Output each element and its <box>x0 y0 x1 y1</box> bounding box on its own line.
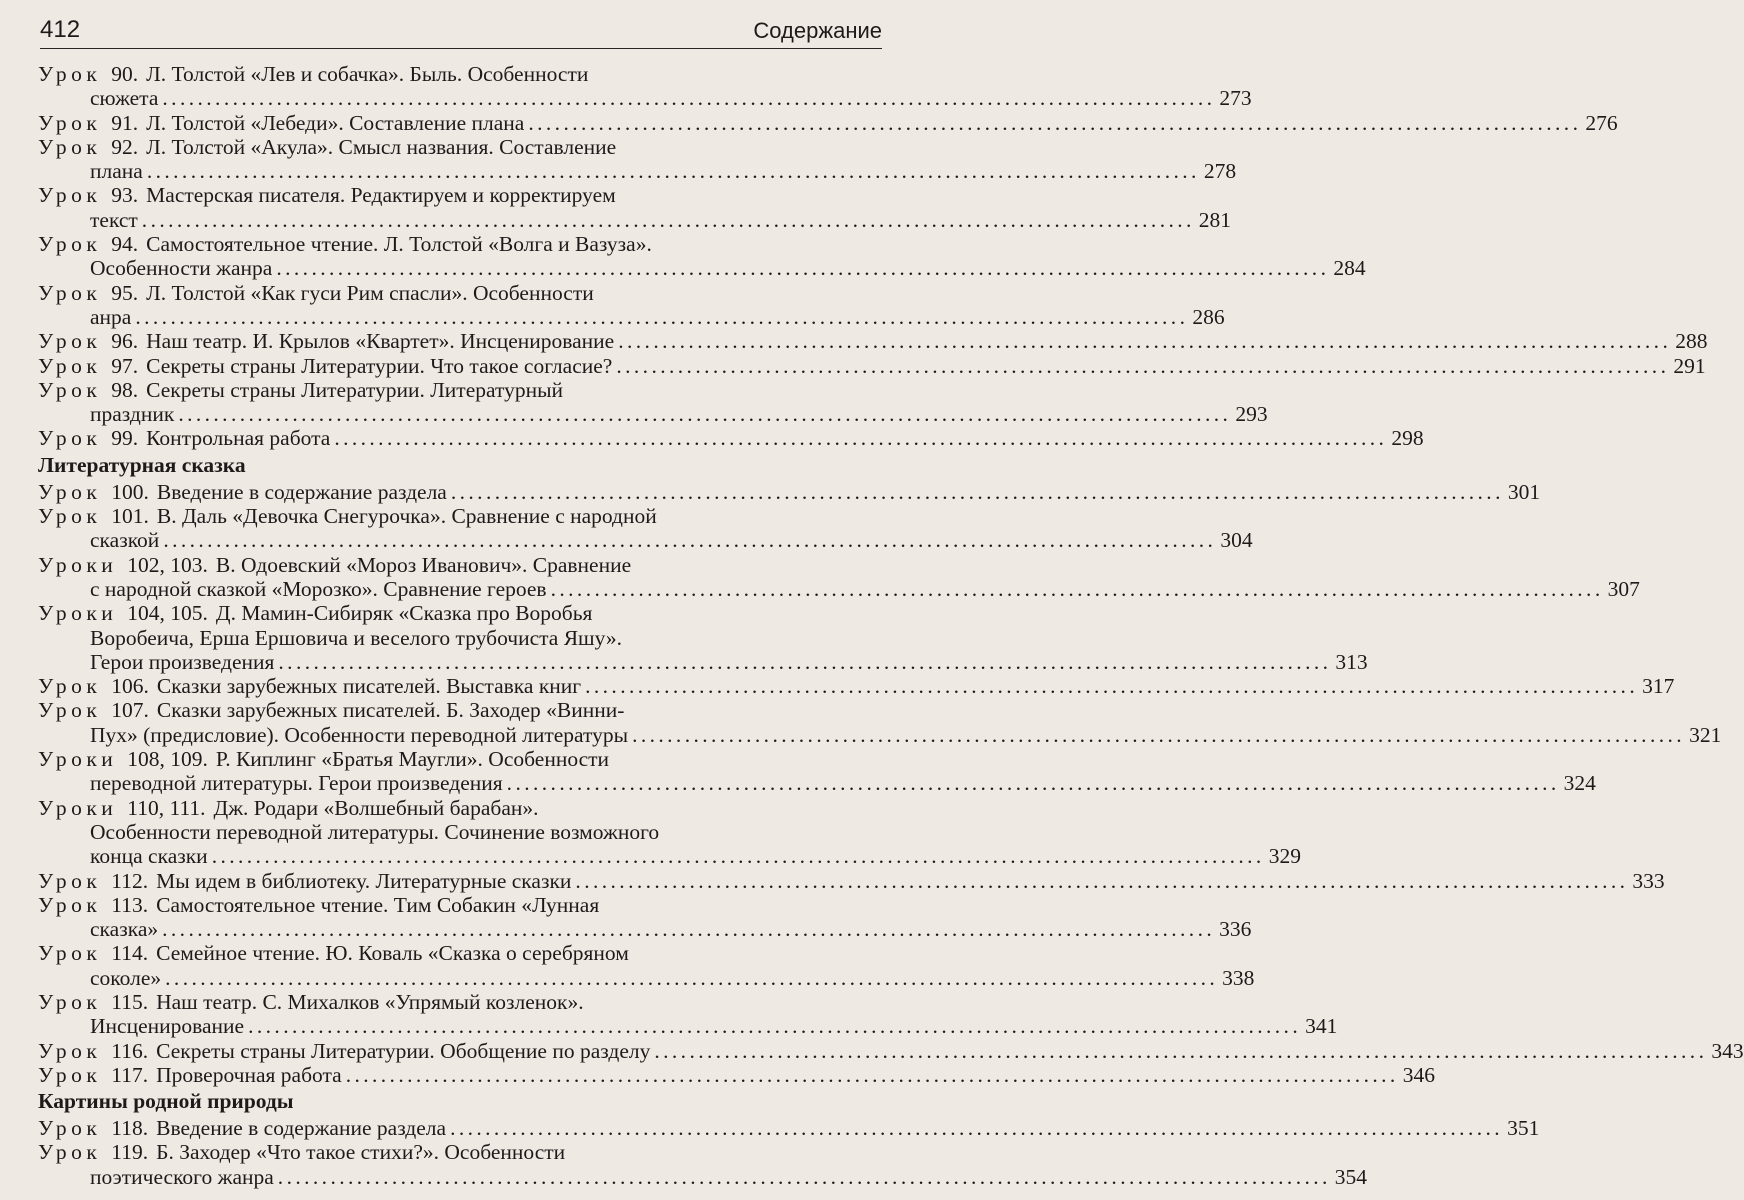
lesson-title-text: Л. Толстой «Как гуси Рим спасли». Особенности <box>146 280 594 305</box>
lesson-title-text: В. Даль «Девочка Снегурочка». Сравнение с народной <box>156 504 657 529</box>
toc-entry-line <box>38 159 1237 184</box>
page-reference: 336 <box>1219 917 1252 942</box>
toc-entry-line <box>38 965 1255 990</box>
toc-entry-line <box>38 722 1722 747</box>
lesson-number: 112. <box>111 868 149 893</box>
lesson-title-text: Л. Толстой «Акула». Смысл названия. Составление <box>146 134 617 159</box>
toc-entry-line-content <box>38 426 330 450</box>
toc-entry-line-content <box>90 650 274 674</box>
lesson-title-text: Семейное чтение. Ю. Коваль «Сказка о серебряном <box>156 941 629 966</box>
toc-entry-line <box>38 426 1424 451</box>
lesson-title-text: анра <box>90 304 132 329</box>
toc-entry <box>38 1038 1744 1063</box>
dot-leader: ........................................................................................................................ <box>141 207 1195 232</box>
toc-entry-line-content <box>38 1063 342 1087</box>
toc-entry-line-content <box>90 402 174 426</box>
lesson-keyword: Урок <box>38 674 102 699</box>
toc-entry-line-content <box>38 990 584 1014</box>
toc-entry-line-content <box>90 1165 274 1189</box>
toc-entry-line <box>38 110 1618 135</box>
toc-entry-line-content <box>90 844 208 868</box>
lesson-keyword: Урок <box>38 280 102 305</box>
lesson-keyword: Урок <box>38 892 102 917</box>
toc-entry-line-content <box>38 232 652 256</box>
toc-entry-line <box>38 281 890 305</box>
page-reference: 291 <box>1673 353 1706 378</box>
lesson-title-text: Инсценирование <box>90 1014 245 1039</box>
toc-entry-line-content <box>38 329 614 353</box>
toc-entry-line-content <box>90 917 158 941</box>
toc-entry-line <box>38 868 1665 893</box>
toc-entry-line-content <box>38 62 588 86</box>
toc-entry <box>38 552 1640 602</box>
page-reference: 284 <box>1333 256 1366 281</box>
lesson-keyword: Урок <box>38 110 102 135</box>
lesson-number: 98. <box>111 377 139 402</box>
page-reference: 304 <box>1220 528 1253 553</box>
lesson-keyword: Уроки <box>38 795 118 820</box>
lesson-number: 96. <box>111 329 139 354</box>
lesson-keyword: Урок <box>38 1116 102 1141</box>
page-reference: 273 <box>1219 86 1252 111</box>
toc-entry-line-content <box>38 601 592 625</box>
toc-entry-line <box>38 576 1640 601</box>
lesson-number: 106. <box>111 674 149 699</box>
toc-entry-line <box>38 626 890 650</box>
lesson-number: 117. <box>111 1062 149 1087</box>
page-reference: 307 <box>1607 576 1640 601</box>
lesson-keyword: Урок <box>38 698 102 723</box>
lesson-title-text: поэтического жанра <box>90 1164 274 1189</box>
toc-entry-line-content <box>38 1140 565 1164</box>
toc-entry-line <box>38 62 890 86</box>
lesson-keyword: Урок <box>38 941 102 966</box>
lesson-number: 114. <box>111 941 149 966</box>
toc-entry-line-content <box>38 941 629 965</box>
page-reference: 276 <box>1585 110 1618 135</box>
toc-entry <box>38 353 1706 378</box>
lesson-title-text: текст <box>90 207 138 232</box>
lesson-title-text: Мы идем в библиотеку. Литературные сказки <box>156 868 572 893</box>
dot-leader: ........................................................................................................................ <box>528 110 1582 135</box>
dot-leader: ........................................................................................................................ <box>135 304 1189 329</box>
toc-entry <box>38 62 1252 111</box>
toc-entry-line <box>38 304 1225 329</box>
toc-entry-line-content <box>90 528 159 552</box>
toc-entry-line <box>38 1140 890 1164</box>
page-reference: 313 <box>1335 649 1368 674</box>
lesson-number: 115. <box>111 989 149 1014</box>
toc-entry-line <box>38 86 1252 111</box>
toc-entry-line <box>38 353 1706 378</box>
lesson-title-text: Б. Заходер «Что такое стихи?». Особенности <box>156 1140 566 1165</box>
lesson-title-text: Л. Толстой «Лебеди». Составление плана <box>146 110 525 135</box>
lesson-title-text: В. Одоевский «Мороз Иванович». Сравнение <box>215 552 632 577</box>
lesson-keyword: Урок <box>38 989 102 1014</box>
toc-entry <box>38 941 1255 990</box>
toc-entry-line-content <box>90 208 138 232</box>
dot-leader: ........................................................................................................................ <box>162 917 1216 942</box>
lesson-number: 95. <box>111 280 139 305</box>
page-reference: 324 <box>1563 771 1596 796</box>
toc-group-b <box>38 479 1744 1087</box>
toc-entry <box>38 747 1596 796</box>
lesson-keyword: Урок <box>38 426 102 451</box>
toc-entry-line-content <box>90 305 131 329</box>
page-reference: 317 <box>1642 674 1675 699</box>
lesson-number: 94. <box>111 232 139 257</box>
lesson-number: 91. <box>111 110 139 135</box>
toc-entry-line <box>38 796 890 820</box>
toc-entry-line <box>38 747 890 771</box>
page-reference: 321 <box>1689 722 1722 747</box>
lesson-keyword: Урок <box>38 353 102 378</box>
lesson-title-text: Проверочная работа <box>156 1062 342 1087</box>
lesson-number: 108, 109. <box>127 747 208 772</box>
lesson-title-text: Герои произведения <box>90 649 275 674</box>
toc-entry-line-content <box>90 159 143 183</box>
toc-group-a <box>38 62 1708 451</box>
toc-entry-line <box>38 674 1675 699</box>
lesson-number: 110, 111. <box>127 795 206 820</box>
dot-leader: ........................................................................................................................ <box>211 844 1265 869</box>
page-reference: 281 <box>1198 207 1232 232</box>
toc-entry-line <box>38 601 890 625</box>
lesson-number: 118. <box>111 1116 149 1141</box>
lesson-keyword: Урок <box>38 504 102 529</box>
lesson-keyword: Урок <box>38 479 102 504</box>
dot-leader: ........................................................................................................................ <box>248 1014 1302 1039</box>
dot-leader: ........................................................................................................................ <box>618 329 1672 354</box>
toc-entry-line <box>38 649 1368 674</box>
lesson-number: 113. <box>111 892 149 917</box>
lesson-keyword: Уроки <box>38 601 118 626</box>
table-of-contents <box>38 62 1744 1189</box>
dot-leader: ........................................................................................................................ <box>334 426 1388 451</box>
dot-leader: ........................................................................................................................ <box>345 1062 1399 1087</box>
toc-entry <box>38 183 1232 232</box>
toc-entry-line <box>38 402 1268 427</box>
toc-entry-line <box>38 232 890 256</box>
toc-entry-line <box>38 135 890 159</box>
lesson-number: 97. <box>111 353 139 378</box>
toc-entry-line-content <box>38 504 657 528</box>
toc-entry-line <box>38 844 1301 869</box>
toc-entry-line-content <box>90 1014 244 1038</box>
toc-entry-line <box>38 698 890 722</box>
toc-entry-line <box>38 504 890 528</box>
lesson-keyword: Уроки <box>38 552 118 577</box>
toc-entry <box>38 1140 1368 1189</box>
dot-leader: ........................................................................................................................ <box>278 649 1332 674</box>
dot-leader: ........................................................................................................................ <box>506 771 1560 796</box>
dot-leader: ........................................................................................................................ <box>162 86 1216 111</box>
lesson-number: 99. <box>111 426 139 451</box>
lesson-title-text: сказка» <box>90 917 159 942</box>
lesson-title-text: Секреты страны Литературии. Что такое согласие? <box>146 353 613 378</box>
toc-entry-line-content <box>38 747 609 771</box>
toc-entry-line-content <box>90 966 161 990</box>
toc-entry-line <box>38 917 1252 942</box>
lesson-title-text: Пух» (предисловие). Особенности переводной литературы <box>90 722 629 747</box>
dot-leader: ........................................................................................................................ <box>163 528 1217 553</box>
lesson-number: 100. <box>111 479 149 504</box>
toc-entry <box>38 232 1366 281</box>
page-number: 412 <box>40 16 81 43</box>
toc-entry-line-content <box>38 183 616 207</box>
toc-entry-line <box>38 183 890 207</box>
section-heading-literary-tale: Литературная сказка <box>38 452 246 477</box>
toc-entry-line <box>38 990 890 1014</box>
toc-entry-line <box>38 820 890 844</box>
dot-leader: ........................................................................................................................ <box>632 722 1686 747</box>
lesson-title-text: конца сказки <box>90 844 208 869</box>
lesson-title-text: Секреты страны Литературии. Обобщение по разделу <box>156 1038 651 1063</box>
toc-entry-line <box>38 893 890 917</box>
toc-entry-line-content <box>38 796 539 820</box>
lesson-title-text: плана <box>90 159 143 184</box>
lesson-keyword: Урок <box>38 1140 102 1165</box>
toc-entry <box>38 892 1252 942</box>
toc-entry-line <box>38 1062 1435 1087</box>
lesson-title-text: Введение в содержание раздела <box>156 1116 447 1141</box>
toc-entry-line <box>38 1038 1744 1063</box>
lesson-title-text: соколе» <box>90 965 162 990</box>
lesson-keyword: Урок <box>38 183 102 208</box>
toc-entry-line-content <box>90 86 158 110</box>
toc-entry-line-content <box>38 869 571 893</box>
page-reference: 298 <box>1391 426 1424 451</box>
dot-leader: ........................................................................................................................ <box>165 965 1219 990</box>
lesson-number: 101. <box>111 504 149 529</box>
toc-group-c <box>38 1116 1540 1189</box>
lesson-title-text: Сказки зарубежных писателей. Выставка книг <box>156 674 582 699</box>
dot-leader: ........................................................................................................................ <box>550 576 1604 601</box>
dot-leader: ........................................................................................................................ <box>277 1164 1331 1189</box>
running-head <box>40 16 882 49</box>
lesson-number: 119. <box>111 1140 149 1165</box>
toc-entry-line <box>38 479 1541 504</box>
page-reference: 351 <box>1507 1116 1540 1141</box>
lesson-title-text: Особенности переводной литературы. Сочинение возможного <box>90 819 660 844</box>
lesson-keyword: Урок <box>38 232 102 257</box>
toc-entry-line-content <box>38 1039 650 1063</box>
toc-entry-line-content <box>38 281 594 305</box>
lesson-number: 107. <box>111 698 149 723</box>
toc-entry <box>38 479 1541 504</box>
toc-entry-line <box>38 528 1253 553</box>
lesson-title-text: с народной сказкой «Морозко». Сравнение героев <box>90 576 547 601</box>
toc-entry-line <box>38 378 890 402</box>
lesson-number: 102, 103. <box>127 552 208 577</box>
lesson-title-text: Секреты страны Литературии. Литературный <box>146 377 564 402</box>
toc-entry <box>38 329 1708 354</box>
lesson-title-text: Самостоятельное чтение. Тим Собакин «Лунная <box>156 892 600 917</box>
page-reference: 338 <box>1222 965 1255 990</box>
toc-entry <box>38 989 1338 1039</box>
lesson-title-text: переводной литературы. Герои произведения <box>90 771 503 796</box>
lesson-title-text: Д. Мамин-Сибиряк «Сказка про Воробья <box>215 601 593 626</box>
toc-entry-line <box>38 1116 1540 1141</box>
lesson-title-text: Самостоятельное чтение. Л. Толстой «Волга и Вазуза». <box>146 232 652 257</box>
toc-entry-line-content <box>38 354 612 378</box>
toc-entry-line-content <box>38 378 563 402</box>
toc-entry-line <box>38 1014 1338 1039</box>
page-reference: 333 <box>1632 868 1665 893</box>
lesson-title-text: Особенности жанра <box>90 256 273 281</box>
toc-entry-line-content <box>90 626 622 650</box>
dot-leader: ........................................................................................................................ <box>450 1116 1504 1141</box>
lesson-title-text: Введение в содержание раздела <box>156 479 447 504</box>
lesson-title-text: Мастерская писателя. Редактируем и корректируем <box>146 183 616 208</box>
lesson-keyword: Уроки <box>38 747 118 772</box>
toc-entry-line-content <box>90 577 547 601</box>
toc-entry-line-content <box>38 553 631 577</box>
toc-entry-line <box>38 941 890 965</box>
lesson-keyword: Урок <box>38 134 102 159</box>
lesson-title-text: Контрольная работа <box>146 426 331 451</box>
lesson-title-text: Наш театр. С. Михалков «Упрямый козленок». <box>156 989 584 1014</box>
toc-entry <box>38 1062 1435 1087</box>
toc-entry-line-content <box>90 820 659 844</box>
toc-entry-line-content <box>90 771 503 795</box>
lesson-keyword: Урок <box>38 1062 102 1087</box>
toc-entry <box>38 674 1675 699</box>
page-reference: 293 <box>1235 402 1268 427</box>
lesson-number: 92. <box>111 134 139 159</box>
toc-entry <box>38 110 1618 135</box>
lesson-title-text: Наш театр. И. Крылов «Квартет». Инсценирование <box>146 329 615 354</box>
lesson-number: 104, 105. <box>127 601 208 626</box>
toc-entry-line <box>38 329 1708 354</box>
toc-entry-line <box>38 771 1596 796</box>
page-reference: 288 <box>1675 329 1708 354</box>
dot-leader: ........................................................................................................................ <box>585 674 1639 699</box>
toc-entry <box>38 426 1424 451</box>
dot-leader: ........................................................................................................................ <box>575 868 1629 893</box>
toc-entry-line-content <box>38 698 624 722</box>
toc-entry-line-content <box>90 256 272 280</box>
lesson-title-text: праздник <box>90 402 175 427</box>
section-heading-native-nature: Картины родной природы <box>38 1089 294 1114</box>
lesson-number: 93. <box>111 183 139 208</box>
toc-entry-line-content <box>38 135 616 159</box>
dot-leader: ........................................................................................................................ <box>450 479 1504 504</box>
lesson-keyword: Урок <box>38 329 102 354</box>
dot-leader: ........................................................................................................................ <box>276 256 1330 281</box>
page-reference: 354 <box>1334 1164 1368 1189</box>
lesson-keyword: Урок <box>38 377 102 402</box>
toc-entry-line <box>38 256 1366 281</box>
page-reference: 301 <box>1507 479 1541 504</box>
dot-leader: ........................................................................................................................ <box>178 402 1232 427</box>
lesson-title-text: сказкой <box>90 528 160 553</box>
toc-entry-line-content <box>38 674 581 698</box>
lesson-title-text: Р. Киплинг «Братья Маугли». Особенности <box>215 747 610 772</box>
toc-entry <box>38 868 1665 893</box>
dot-leader: ........................................................................................................................ <box>616 353 1670 378</box>
lesson-number: 116. <box>111 1038 149 1063</box>
lesson-title-text: Л. Толстой «Лев и собачка». Быль. Особенности <box>146 62 589 86</box>
toc-entry <box>38 280 1225 330</box>
toc-entry-line-content <box>38 893 599 917</box>
lesson-keyword: Урок <box>38 868 102 893</box>
toc-entry <box>38 795 1301 869</box>
toc-entry <box>38 1116 1540 1141</box>
toc-entry-line <box>38 1164 1368 1189</box>
page-reference: 329 <box>1268 844 1301 869</box>
running-title: Содержание <box>753 18 882 43</box>
lesson-title-text: Дж. Родари «Волшебный барабан». <box>213 795 539 820</box>
lesson-title-text: сюжета <box>90 86 159 111</box>
page-reference: 286 <box>1192 304 1225 329</box>
toc-entry <box>38 504 1253 553</box>
page-reference: 278 <box>1203 159 1237 184</box>
toc-entry <box>38 134 1237 184</box>
toc-entry-line-content <box>38 480 447 504</box>
lesson-title-text: Воробеича, Ерша Ершовича и веселого трубочиста Яшу». <box>90 625 623 650</box>
toc-entry <box>38 377 1268 427</box>
page-reference: 346 <box>1402 1062 1435 1087</box>
dot-leader: ........................................................................................................................ <box>654 1038 1708 1063</box>
toc-entry-line-content <box>90 723 628 747</box>
page-reference: 343 <box>1711 1038 1744 1063</box>
lesson-keyword: Урок <box>38 1038 102 1063</box>
toc-entry <box>38 601 1368 674</box>
lesson-keyword: Урок <box>38 62 102 86</box>
toc-entry-line-content <box>38 111 524 135</box>
toc-entry-line-content <box>38 1116 446 1140</box>
toc-entry <box>38 698 1722 747</box>
toc-entry-line <box>38 207 1232 232</box>
lesson-title-text: Сказки зарубежных писателей. Б. Заходер «Винни- <box>156 698 625 723</box>
page-reference: 341 <box>1305 1014 1338 1039</box>
lesson-number: 90. <box>111 62 139 86</box>
dot-leader: ........................................................................................................................ <box>146 159 1200 184</box>
toc-entry-line <box>38 553 890 577</box>
